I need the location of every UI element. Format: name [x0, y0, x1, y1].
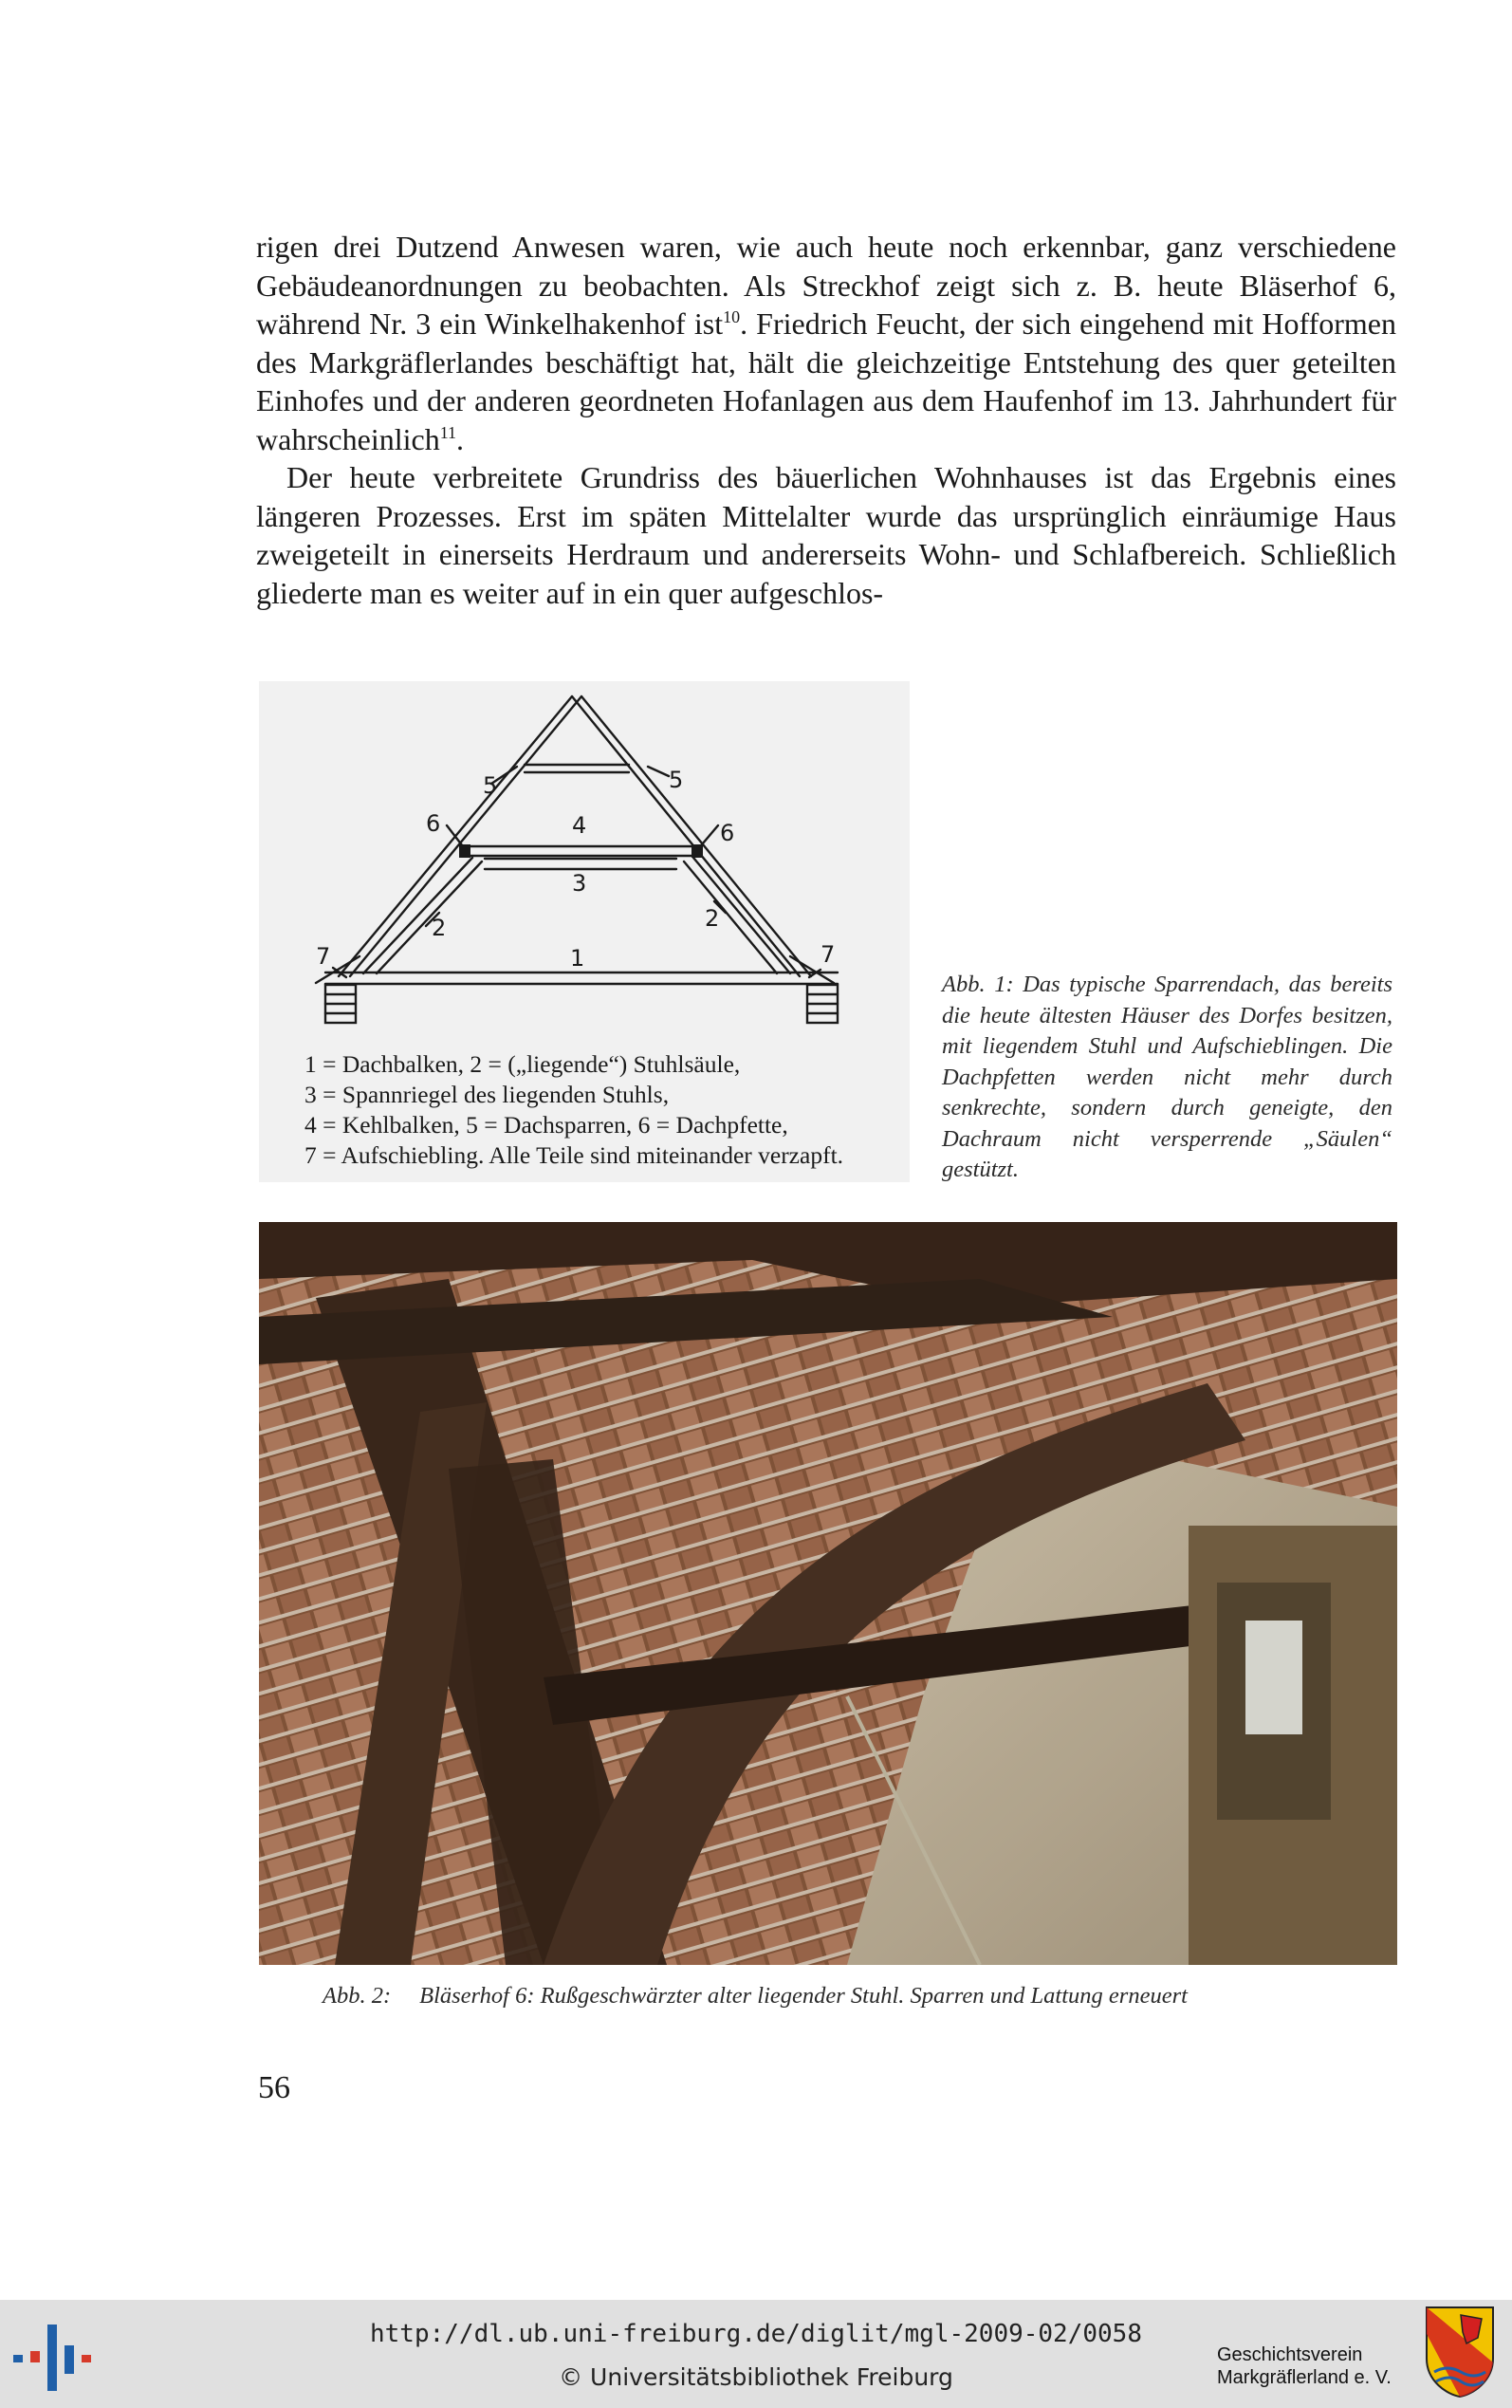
roof-diagram-figure: [259, 681, 910, 1182]
paragraph-1-text-b: . Friedrich Feucht, der sich eingehend mit Hofformen des Markgräflerlandes beschäftigt hat, hält die gleichzeitige Entstehung des quer geteilten Einhofes und der anderen geordneten Hofanlagen aus dem Haufenhof im 13. Jahrhundert für wahrscheinlich: [256, 306, 1397, 456]
figure-2-caption: [323, 1983, 1404, 2010]
label-7-right: 7: [821, 941, 836, 968]
label-2-right: 2: [705, 905, 720, 932]
page-number: 56: [258, 2070, 290, 2105]
label-1: 1: [570, 945, 585, 972]
footnote-ref-11[interactable]: 11: [439, 422, 457, 442]
figure-2-caption-text: Bläserhof 6: Rußgeschwärzter alter liegender Stuhl. Sparren und Lattung erneuert: [419, 1983, 1188, 2009]
society-crest-icon: [1425, 2306, 1495, 2399]
label-2-left: 2: [432, 915, 447, 941]
legend-line: 1 = Dachbalken, 2 = („liegende“) Stuhlsäule,: [304, 1050, 741, 1078]
body-text: [256, 228, 1396, 612]
footnote-ref-10[interactable]: 10: [723, 307, 741, 326]
paragraph-1-text: rigen drei Dutzend Anwesen waren, wie auch heute noch erkennbar, ganz verschiedene Gebäudeanordnungen zu beobachten. Als Streckhof zeigt sich z. B. heute Bläserhof 6, während Nr. 3 ein Winkelhakenhof ist: [256, 230, 1396, 341]
footer-copyright: © Universitätsbibliothek Freiburg: [559, 2363, 953, 2391]
label-7-left: 7: [316, 943, 331, 970]
legend-line: 7 = Aufschiebling. Alle Teile sind miteinander verzapft.: [304, 1141, 844, 1169]
paragraph-1: [256, 228, 1396, 458]
society-line-2: Markgräflerland e. V.: [1217, 2367, 1392, 2388]
society-name: [1217, 2343, 1426, 2389]
footer-url-link[interactable]: http://dl.ub.uni-freiburg.de/diglit/mgl-2009-02/0058: [370, 2320, 1142, 2348]
label-6-left: 6: [426, 810, 441, 837]
diagram-legend: [304, 1049, 912, 1171]
figure-2-label: Abb. 2:: [323, 1983, 392, 2009]
paragraph-1-text-c: .: [456, 421, 465, 456]
label-3: 3: [572, 870, 587, 897]
label-4: 4: [572, 812, 587, 839]
legend-line: 3 = Spannriegel des liegenden Stuhls,: [304, 1081, 670, 1108]
label-5-left: 5: [483, 772, 498, 799]
legend-line: 4 = Kehlbalken, 5 = Dachsparren, 6 = Dachpfette,: [304, 1111, 788, 1139]
society-line-1: Geschichtsverein: [1217, 2344, 1363, 2365]
paragraph-2: Der heute verbreitete Grundriss des bäuerlichen Wohnhauses ist das Ergebnis eines längeren Prozesses. Erst im späten Mittelalter wurde das ursprünglich einräumige Haus zweigeteilt in einerseits Herdraum und andererseits Wohn- und Schlafbereich. Schließlich gliederte man es weiter auf in ein quer aufgeschlos-: [256, 460, 1396, 610]
label-5-right: 5: [669, 767, 684, 793]
figure-1-caption: Abb. 1: Das typische Sparrendach, das bereits die heute ältesten Häuser des Dorfes besitzen, mit liegendem Stuhl und Aufschieblingen. Die Dachpfetten werden nicht mehr durch senkrechte, sondern durch geneigte, den Dachraum nicht versperrende „Säulen“ gestützt.: [942, 972, 1392, 1182]
label-6-right: 6: [720, 820, 735, 846]
attic-photo: [259, 1222, 1397, 1965]
